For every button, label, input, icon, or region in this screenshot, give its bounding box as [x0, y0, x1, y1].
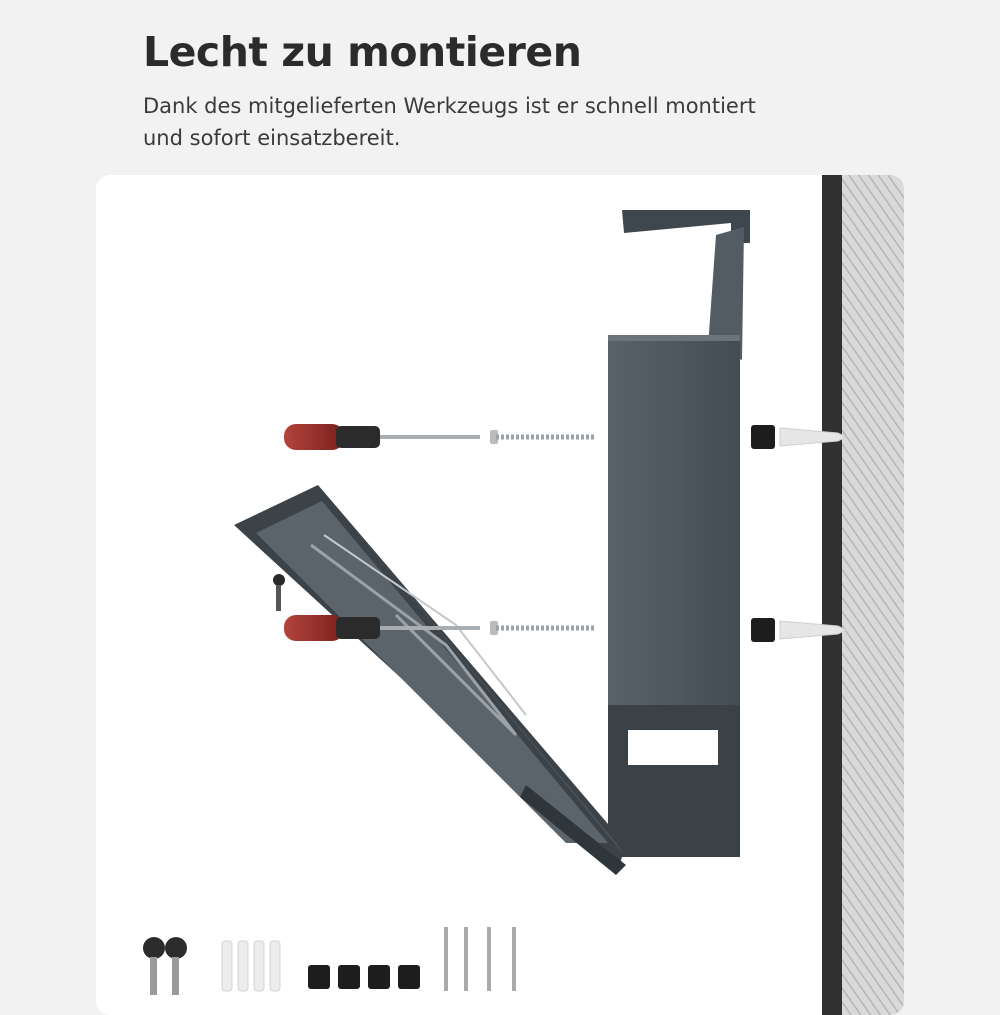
wall-plug-icon: [222, 941, 280, 991]
mailbox-icon: [234, 210, 750, 875]
screw-icon: [490, 621, 594, 635]
accessories: [143, 927, 514, 995]
illustration-card: [96, 175, 904, 1015]
page-description: Dank des mitgelieferten Werkzeugs ist er schnell montiert und sofort einsatzbereit.: [143, 94, 756, 150]
screw-icon: [490, 430, 594, 444]
screw-icon: [446, 927, 514, 991]
rubber-spacer-icon: [751, 425, 775, 642]
wall-icon: [822, 175, 904, 1015]
assembly-illustration: [96, 175, 904, 1015]
key-icon: [143, 937, 187, 995]
page-title: Lecht zu montieren: [143, 28, 582, 76]
screwdriver-icon: [284, 424, 480, 450]
key-icon: [273, 574, 285, 611]
rubber-spacer-icon: [308, 965, 420, 989]
